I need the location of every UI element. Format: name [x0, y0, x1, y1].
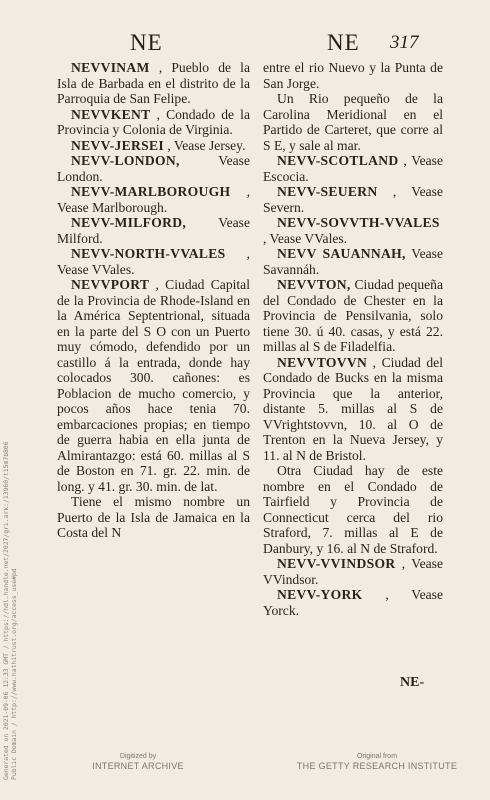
dictionary-entry [263, 587, 443, 618]
entry-text: , Vease Yorck. [263, 587, 443, 618]
dictionary-entry [263, 153, 443, 184]
footer-left-small: Digitized by [119, 753, 157, 760]
entry-text: , Vease VVales. [263, 230, 348, 246]
dictionary-entry [263, 355, 443, 464]
dictionary-entry [263, 60, 443, 91]
entry-text: , Vease VVindsor. [263, 556, 443, 587]
entry-headword: NEVV SAUANNAH, [277, 246, 406, 261]
entry-text: , Ciudad del Condado de Bucks en la misma Provincia que la anterior, distante 5. millas al S de VVrightstovvn, 10. al O de Trenton en la Nueva Jersey, y 11. al N de Bristol. [263, 354, 443, 463]
entry-text: Ciudad pequeña del Condado de Chester en la Provincia de Pensilvania, solo tiene 30. ú 40. casas, y está 22. millas al S de Filadelfia. [263, 277, 443, 354]
dictionary-entry [263, 556, 443, 587]
entry-headword: NEVV-SEUERN [277, 184, 378, 199]
right-column [263, 60, 443, 618]
left-column [57, 60, 250, 541]
dictionary-entry [57, 60, 250, 107]
entry-headword: NEVV-LONDON, [71, 153, 180, 168]
dictionary-entry [263, 215, 443, 246]
entry-text: Vease London. [57, 153, 250, 184]
entry-headword: NEVV-VVINDSOR [277, 556, 396, 571]
dictionary-entry [57, 184, 250, 215]
footer-digitized-by [78, 752, 198, 771]
page-number: 317 [390, 32, 419, 53]
entry-text: , Ciudad Capital de la Provincia de Rhode-Island en la América Septentrional, situada en la parte del S O con un Puerto muy cómodo, defendido por un castillo á la entrada, donde hay colocados 300. cañones: es Poblacion de mucho comercio, y pocos años hace tenia 70. embarcaciones propias; en tiempo de guerra habia en ella junta de Almirantazgo: está 60. millas al S de Boston en 71. gr. 22. min. de long. y 41. gr. 30. min. de lat. [57, 277, 250, 494]
entry-headword: NEVVTOVVN [277, 354, 368, 370]
footer-original-from [292, 752, 462, 771]
catchword: NE- [400, 675, 425, 690]
dictionary-entry [263, 184, 443, 215]
dictionary-entry [263, 277, 443, 355]
entry-text: , Vease Escocia. [263, 153, 443, 184]
footer-left-big: INTERNET ARCHIVE [92, 761, 184, 771]
entry-text: , Vease Jersey. [167, 137, 246, 153]
entry-text: Vease Savannáh. [263, 246, 443, 277]
entry-text: Tiene el mismo nombre un Puerto de la Isla de Jamaica en la Costa del N [57, 494, 250, 540]
entry-headword: NEVV-NORTH-VVALES [71, 246, 226, 261]
footer-right-big: THE GETTY RESEARCH INSTITUTE [296, 761, 458, 771]
entry-headword: NEVVTON, [277, 277, 351, 292]
entry-headword: NEVVINAM [71, 60, 150, 75]
dictionary-entry [57, 153, 250, 184]
entry-headword: NEVV-MARLBOROUGH [71, 184, 231, 199]
entry-text: , Vease VVales. [57, 246, 250, 277]
dictionary-entry [57, 246, 250, 277]
running-head-left: NE [130, 30, 163, 55]
entry-headword: NEVV-MILFORD, [71, 215, 187, 230]
entry-headword: NEVVPORT [71, 277, 150, 292]
dictionary-entry [263, 91, 443, 153]
entry-text: , Vease Severn. [263, 184, 443, 215]
footer-right-small: Original from [356, 753, 398, 760]
dictionary-entry [57, 277, 250, 494]
entry-text: Un Rio pequeño de la Carolina Meridional en el Partido de Carteret, que corre al S E, y sale al mar. [263, 91, 443, 153]
entry-headword: NEVV-SCOTLAND [277, 153, 399, 168]
dictionary-entry [57, 138, 250, 154]
entry-headword: NEVV-YORK [277, 587, 363, 602]
stamp-line-2: Public Domain / http://www.hathitrust.org/access_use#pd [10, 568, 18, 780]
dictionary-entry [57, 494, 250, 541]
dictionary-entry [263, 463, 443, 556]
entry-headword: NEVVKENT [71, 106, 151, 122]
entry-text: , Condado de la Provincia y Colonia de Virginia. [57, 106, 250, 137]
dictionary-entry [263, 246, 443, 277]
entry-headword: NEVV-JERSEI [71, 137, 164, 153]
entry-text: entre el rio Nuevo y la Punta de San Jorge. [263, 60, 443, 91]
dictionary-entry [57, 215, 250, 246]
generation-stamp [2, 440, 26, 780]
running-head-right: NE [327, 30, 360, 55]
entry-text: Otra Ciudad hay de este nombre en el Condado de Tairfield y Provincia de Connecticut cerca del rio Straford, 7. millas al E de Danbury, y 16. al N de Straford. [263, 463, 443, 556]
entry-text: , Vease Marlborough. [57, 184, 250, 215]
entry-headword: NEVV-SOVVTH-VVALES [277, 215, 440, 230]
entry-text: Vease Milford. [57, 215, 250, 246]
dictionary-entry [57, 107, 250, 138]
stamp-line-1: Generated on 2021-09-06 12:33 GMT / https://hdl.handle.net/2027/gri.ark:/13960/t15m7b806 [2, 441, 10, 780]
entry-text: , Pueblo de la Isla de Barbada en el distrito de la Parroquia de San Felipe. [57, 60, 250, 106]
